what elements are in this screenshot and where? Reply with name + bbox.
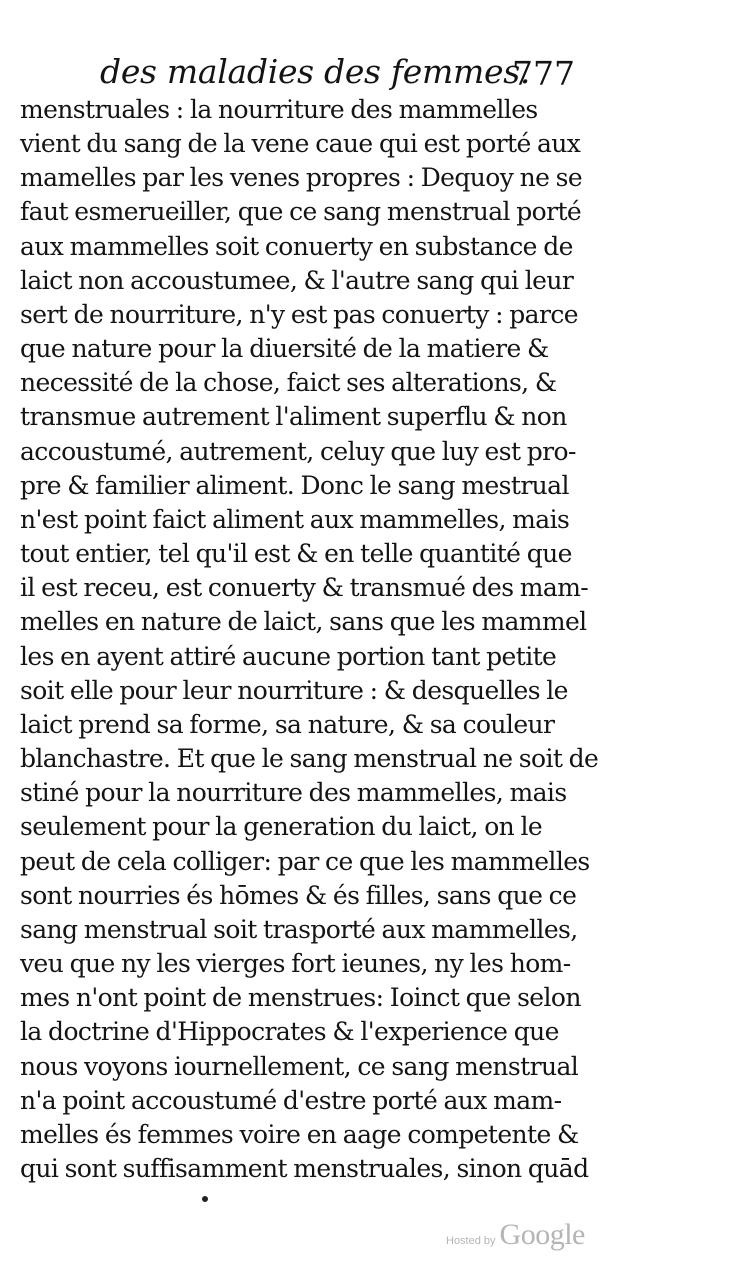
text-line: n'est point faict aliment aux mammelles, mais	[20, 505, 570, 534]
text-line: faut esmerueiller, que ce sang menstrual porté	[20, 197, 582, 226]
text-line: soit elle pour leur nourriture : & desquelles le	[20, 676, 568, 705]
text-line: menstruales : la nourriture des mammelles	[20, 95, 538, 124]
text-line: peut de cela colliger: par ce que les mammelles	[20, 847, 590, 876]
text-line: accoustumé, autrement, celuy que luy est pro-	[20, 437, 576, 466]
text-line: n'a point accoustumé d'estre porté aux mam-	[20, 1086, 562, 1115]
text-line: melles és femmes voire en aage competente &	[20, 1120, 579, 1149]
google-wordmark: Google	[499, 1218, 585, 1251]
text-line: blanchastre. Et que le sang menstrual ne soit de	[20, 744, 599, 773]
text-line: necessité de la chose, faict ses alterations, &	[20, 368, 557, 397]
text-line: vient du sang de la vene caue qui est porté aux	[20, 129, 581, 158]
text-line: mamelles par les venes propres : Dequoy ne se	[20, 163, 583, 192]
text-line: veu que ny les vierges fort ieunes, ny les hom-	[20, 949, 571, 978]
text-line: sert de nourriture, n'y est pas conuerty : parce	[20, 300, 578, 329]
text-line: pre & familier aliment. Donc le sang mestrual	[20, 471, 569, 500]
text-line: qui sont suffisamment menstruales, sinon quād	[20, 1154, 589, 1183]
text-line: mes n'ont point de menstrues: Ioinct que selon	[20, 983, 581, 1012]
text-line: laict prend sa forme, sa nature, & sa couleur	[20, 710, 555, 739]
text-line: laict non accoustumee, & l'autre sang qui leur	[20, 266, 574, 295]
text-line: melles en nature de laict, sans que les mammel	[20, 607, 587, 636]
page-number: 777	[512, 54, 575, 93]
text-line: les en ayent attiré aucune portion tant petite	[20, 642, 557, 671]
text-line: seulement pour la generation du laict, on le	[20, 812, 543, 841]
text-line: tout entier, tel qu'il est & en telle quantité que	[20, 539, 572, 568]
watermark-prefix: Hosted by	[446, 1235, 496, 1247]
text-line: sont nourries és hōmes & és filles, sans que ce	[20, 881, 577, 910]
text-line: nous voyons iournellement, ce sang menstrual	[20, 1052, 579, 1081]
text-line: stiné pour la nourriture des mammelles, mais	[20, 778, 567, 807]
text-line: il est receu, est conuerty & transmué des mam-	[20, 573, 589, 602]
text-line: transmue autrement l'aliment superflu & non	[20, 402, 567, 431]
ink-dot	[202, 1196, 208, 1202]
text-line: aux mammelles soit conuerty en substance de	[20, 232, 573, 261]
text-line: la doctrine d'Hippocrates & l'experience que	[20, 1017, 559, 1046]
text-line: que nature pour la diuersité de la matiere &	[20, 334, 549, 363]
running-title: des maladies des femmes.	[100, 52, 531, 91]
text-line: sang menstrual soit trasporté aux mammelles,	[20, 915, 578, 944]
hosted-by-watermark	[446, 1218, 585, 1252]
